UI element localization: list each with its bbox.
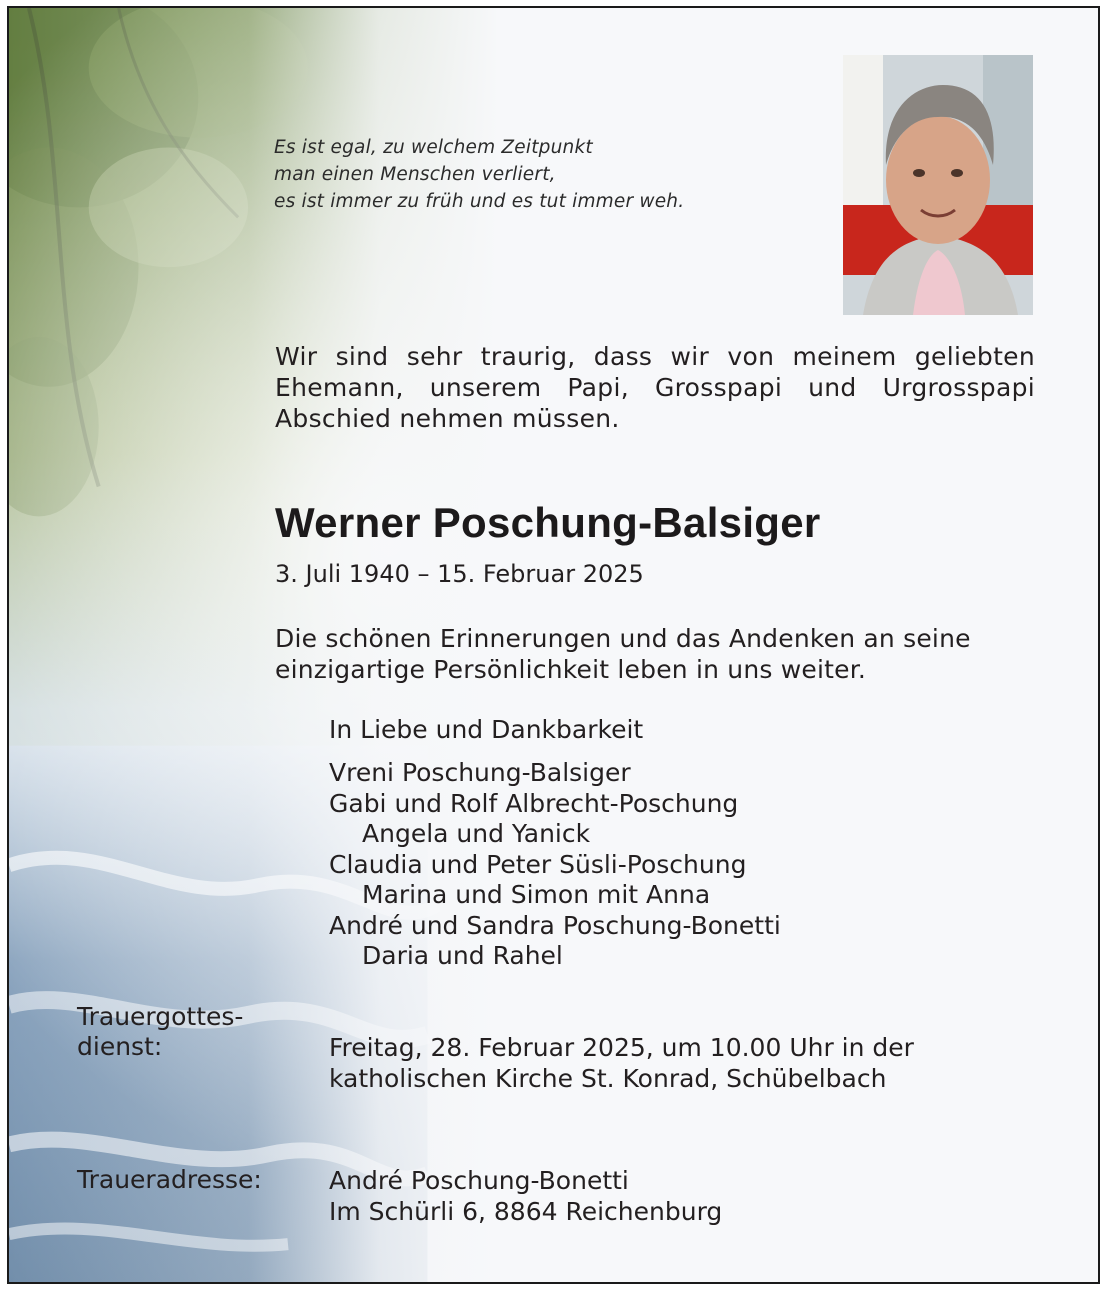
obituary-content [9,8,1098,1282]
obituary-frame [7,6,1100,1284]
mourning-address [329,1165,722,1227]
deceased-name: Werner Poschung-Balsiger [275,499,821,546]
address-line: André Poschung-Bonetti [329,1166,629,1195]
family-list [329,758,781,972]
service-line: katholischen Kirche St. Konrad, Schübelbach [329,1064,887,1093]
service-line: Freitag, 28. Februar 2025, um 10.00 Uhr in der [329,1033,914,1062]
service-label-line: Trauergottes- [77,1002,244,1031]
quote-line: es ist immer zu früh und es tut immer weh. [274,191,685,212]
address-label: Traueradresse: [77,1165,262,1194]
address-line: Im Schürli 6, 8864 Reichenburg [329,1197,723,1226]
family-member: Angela und Yanick [362,819,591,848]
quote [274,134,794,215]
service-label [77,1002,243,1062]
family-member: Daria und Rahel [362,941,563,970]
memories-line: Die schönen Erinnerungen und das Andenken an seine [275,624,971,653]
family-member: Marina und Simon mit Anna [362,880,711,909]
service-details [329,1032,914,1094]
quote-line: Es ist egal, zu welchem Zeitpunkt [274,137,593,158]
life-dates: 3. Juli 1940 – 15. Februar 2025 [275,560,644,588]
family-member: Gabi und Rolf Albrecht-Poschung [329,788,739,818]
family-member: André und Sandra Poschung-Bonetti [329,910,781,940]
signoff: In Liebe und Dankbarkeit [329,715,644,744]
family-member: Claudia und Peter Süsli-Poschung [329,849,747,879]
portrait-photo [843,55,1033,315]
quote-line: man einen Menschen verliert, [274,164,556,185]
memories-text [275,623,1055,685]
family-member: Vreni Poschung-Balsiger [329,758,631,787]
service-label-line: dienst: [77,1032,163,1061]
intro-text: Wir sind sehr traurig, dass wir von meinem geliebten Ehemann, unserem Papi, Grosspapi und Urgrosspapi Abschied nehmen müssen. [275,342,1035,433]
memories-line: einzigartige Persönlichkeit leben in uns weiter. [275,655,867,684]
